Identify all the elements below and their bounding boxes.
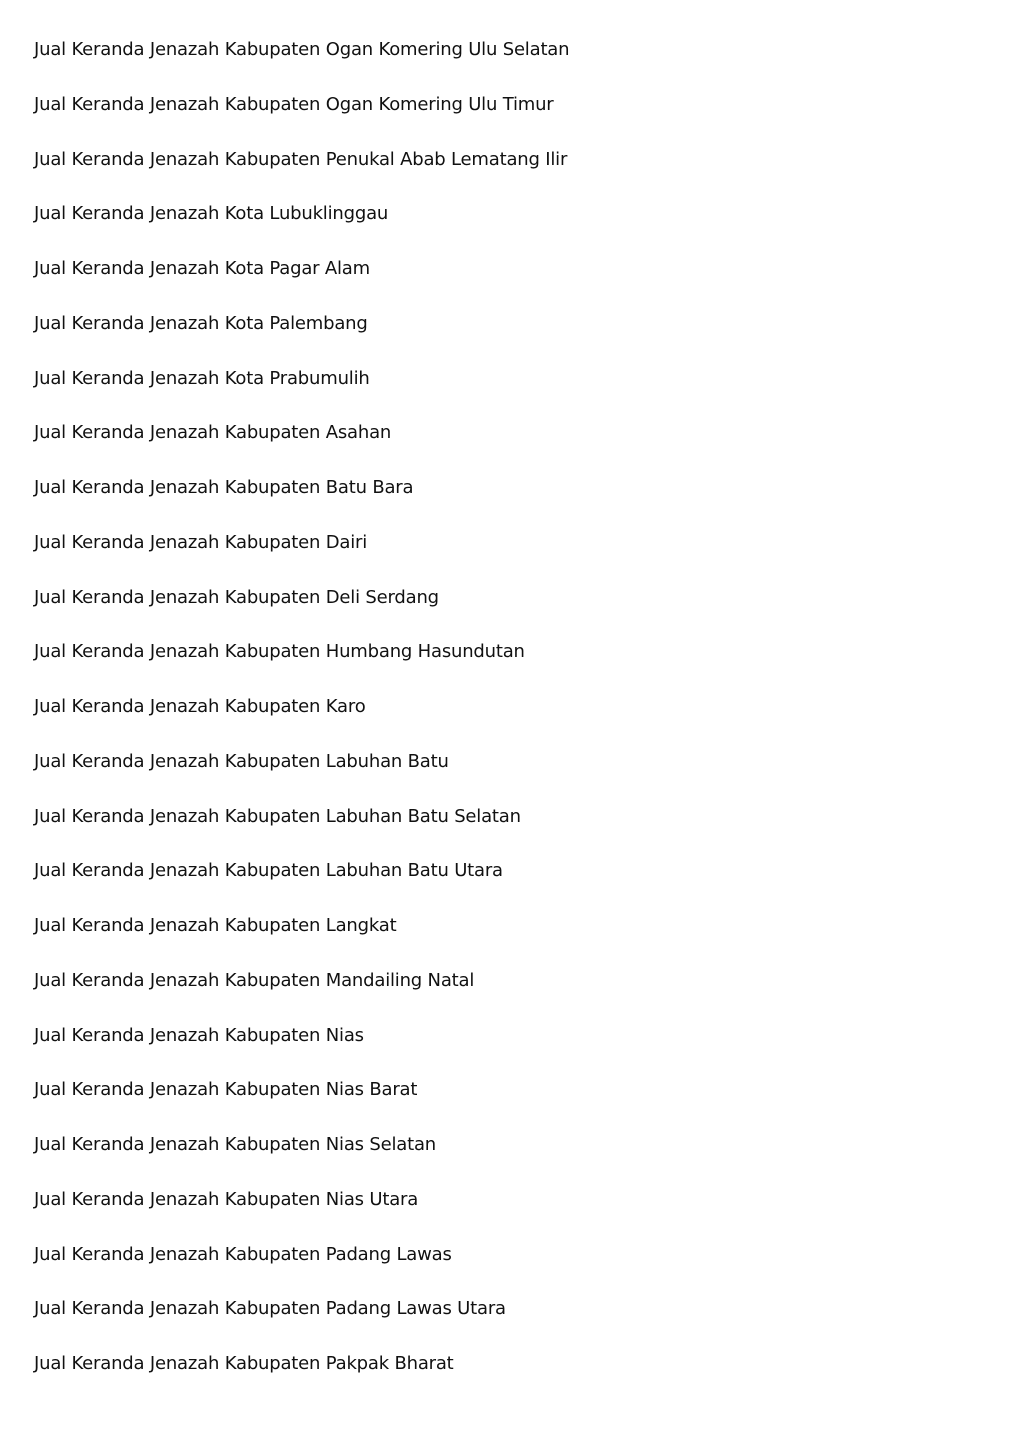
list-link[interactable]: Jual Keranda Jenazah Kabupaten Penukal Abab Lematang Ilir (34, 148, 568, 170)
list-item (34, 201, 569, 256)
link-list (34, 37, 569, 1406)
list-link[interactable]: Jual Keranda Jenazah Kabupaten Labuhan Batu (34, 750, 449, 772)
list-link[interactable]: Jual Keranda Jenazah Kabupaten Ogan Komering Ulu Timur (34, 93, 554, 115)
list-item (34, 749, 569, 804)
list-link[interactable]: Jual Keranda Jenazah Kabupaten Langkat (34, 915, 397, 936)
list-link[interactable]: Jual Keranda Jenazah Kabupaten Humbang Hasundutan (34, 641, 525, 663)
list-item (34, 585, 569, 640)
list-link[interactable]: Jual Keranda Jenazah Kota Lubuklinggau (34, 203, 389, 225)
list-item (34, 1351, 569, 1406)
list-item (34, 1023, 569, 1078)
list-item (34, 1132, 569, 1187)
list-link[interactable]: Jual Keranda Jenazah Kabupaten Padang Lawas (34, 1243, 452, 1265)
list-item (34, 420, 569, 475)
list-link[interactable]: Jual Keranda Jenazah Kabupaten Pakpak Bharat (34, 1353, 454, 1374)
list-link[interactable]: Jual Keranda Jenazah Kabupaten Labuhan Batu Selatan (34, 805, 521, 827)
list-item (34, 311, 569, 366)
list-link[interactable]: Jual Keranda Jenazah Kabupaten Nias (34, 1024, 364, 1046)
list-link[interactable]: Jual Keranda Jenazah Kabupaten Nias Selatan (34, 1134, 436, 1155)
list-item (34, 92, 569, 147)
list-item (34, 475, 569, 530)
list-item (34, 1296, 569, 1351)
list-link[interactable]: Jual Keranda Jenazah Kota Pagar Alam (34, 258, 370, 279)
list-link[interactable]: Jual Keranda Jenazah Kabupaten Asahan (34, 422, 392, 444)
list-item (34, 530, 569, 585)
list-item (34, 804, 569, 859)
list-item (34, 366, 569, 421)
list-item (34, 147, 569, 202)
list-link[interactable]: Jual Keranda Jenazah Kabupaten Mandailing Natal (34, 969, 475, 991)
list-link[interactable]: Jual Keranda Jenazah Kabupaten Deli Serdang (34, 586, 439, 608)
list-item (34, 1242, 569, 1297)
list-link[interactable]: Jual Keranda Jenazah Kabupaten Dairi (34, 531, 368, 553)
list-link[interactable]: Jual Keranda Jenazah Kabupaten Padang Lawas Utara (34, 1298, 506, 1320)
list-link[interactable]: Jual Keranda Jenazah Kabupaten Karo (34, 696, 366, 717)
list-link[interactable]: Jual Keranda Jenazah Kota Prabumulih (34, 367, 370, 389)
list-link[interactable]: Jual Keranda Jenazah Kota Palembang (34, 312, 368, 334)
list-item (34, 913, 569, 968)
list-item (34, 256, 569, 311)
list-item (34, 639, 569, 694)
list-link[interactable]: Jual Keranda Jenazah Kabupaten Nias Barat (34, 1079, 418, 1101)
list-item (34, 968, 569, 1023)
list-link[interactable]: Jual Keranda Jenazah Kabupaten Labuhan Batu Utara (34, 860, 503, 882)
list-link[interactable]: Jual Keranda Jenazah Kabupaten Batu Bara (34, 477, 414, 498)
list-link[interactable]: Jual Keranda Jenazah Kabupaten Nias Utara (34, 1188, 419, 1210)
list-link[interactable]: Jual Keranda Jenazah Kabupaten Ogan Komering Ulu Selatan (34, 39, 570, 60)
list-item (34, 1187, 569, 1242)
list-item (34, 1077, 569, 1132)
list-item (34, 37, 569, 92)
list-item (34, 694, 569, 749)
list-item (34, 858, 569, 913)
